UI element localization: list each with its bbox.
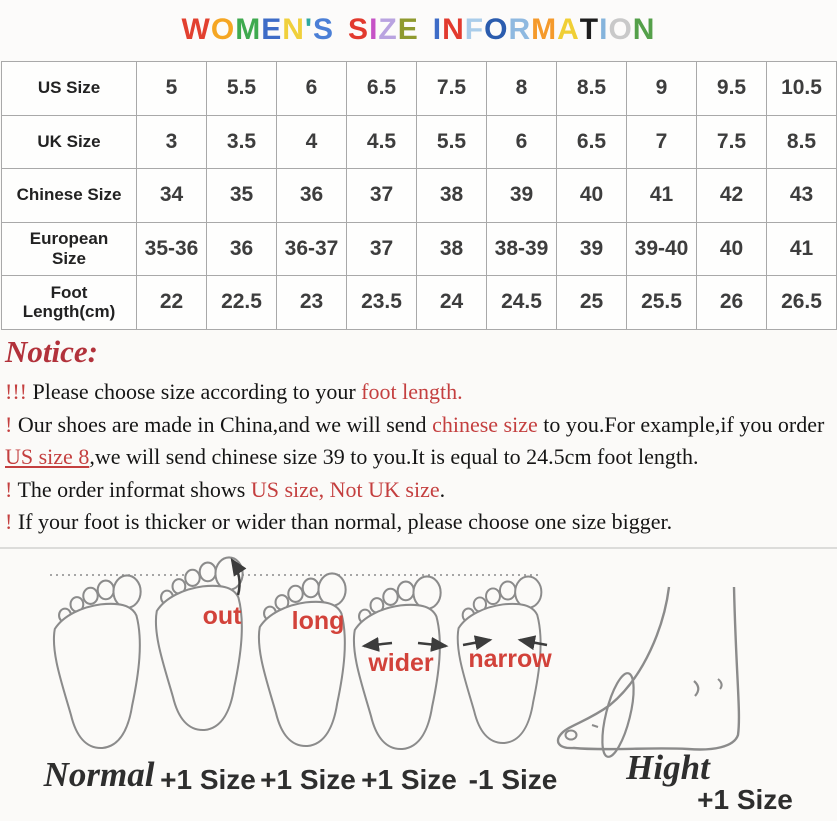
table-cell: 4 xyxy=(277,115,347,169)
foot-label-narrow: narrow xyxy=(468,645,552,673)
table-cell: 3 xyxy=(137,115,207,169)
title-letter: S xyxy=(348,13,370,46)
exclamation-mark: ! xyxy=(5,476,18,502)
foot-label-long: long xyxy=(291,607,345,635)
table-cell: 7.5 xyxy=(417,62,487,116)
title-letter: Z xyxy=(378,13,398,46)
table-cell: 40 xyxy=(557,169,627,223)
title-letter: R xyxy=(508,13,532,46)
caption-plus-one-size: +1 Size xyxy=(697,784,793,815)
table-cell: 6.5 xyxy=(557,115,627,169)
notice-text-red: foot length. xyxy=(361,379,463,404)
notice-text: If your foot is thicker or wider than normal, please choose one size bigger. xyxy=(17,509,673,534)
table-cell: 39 xyxy=(557,222,627,276)
notice-item xyxy=(5,506,835,539)
table-cell: 39 xyxy=(487,169,557,223)
notice-text: ,we will send chinese size 39 to you.It is equal to 24.5cm foot length. xyxy=(89,444,699,469)
table-cell: 39-40 xyxy=(627,222,697,276)
notice-text: Please choose size according to your xyxy=(32,379,362,404)
table-cell: 8.5 xyxy=(767,115,837,169)
row-label: European Size xyxy=(2,222,137,276)
table-row-chinese-size xyxy=(2,169,837,223)
table-cell: 4.5 xyxy=(347,115,417,169)
caption-normal: Normal xyxy=(43,755,155,794)
table-cell: 26 xyxy=(697,276,767,330)
row-label: Foot Length(cm) xyxy=(2,276,137,330)
table-cell: 7 xyxy=(627,115,697,169)
table-cell: 8 xyxy=(487,62,557,116)
caption-hight: Hight xyxy=(626,748,710,787)
title-letter: W xyxy=(181,13,211,46)
title-letter: I xyxy=(599,13,609,46)
table-cell: 43 xyxy=(767,169,837,223)
table-cell: 22.5 xyxy=(207,276,277,330)
title-word-information xyxy=(433,13,656,47)
title-letter: O xyxy=(210,13,236,46)
section-divider xyxy=(0,547,837,549)
notice-item xyxy=(5,409,835,474)
table-cell: 36-37 xyxy=(277,222,347,276)
notice-item xyxy=(5,376,835,409)
title-letter: F xyxy=(464,13,485,46)
table-row-foot-length xyxy=(2,276,837,330)
foot-shape-diagram xyxy=(0,555,837,821)
table-cell: 7.5 xyxy=(697,115,767,169)
title-word-womens xyxy=(182,13,335,47)
title-letter: O xyxy=(608,13,633,46)
table-cell: 22 xyxy=(137,276,207,330)
caption-plus-one-size: +1 Size xyxy=(160,764,256,795)
table-cell: 26.5 xyxy=(767,276,837,330)
title-letter: M xyxy=(235,13,262,46)
exclamation-mark: ! xyxy=(5,509,18,534)
caption-minus-one-size: -1 Size xyxy=(468,764,558,795)
table-cell: 41 xyxy=(627,169,697,223)
table-cell: 9 xyxy=(627,62,697,116)
title-letter: S xyxy=(313,13,335,46)
foot-label-out: out xyxy=(202,602,242,630)
title-letter: E xyxy=(261,13,283,46)
caption-plus-one-size: +1 Size xyxy=(260,764,356,795)
table-cell: 23.5 xyxy=(347,276,417,330)
table-cell: 37 xyxy=(347,222,417,276)
exclamation-mark: ! xyxy=(5,411,18,437)
row-label: UK Size xyxy=(2,115,137,169)
notice-section xyxy=(5,334,835,539)
row-label: Chinese Size xyxy=(2,169,137,223)
title-letter: E xyxy=(397,13,419,46)
table-cell: 23 xyxy=(277,276,347,330)
title-letter: A xyxy=(557,13,580,46)
table-cell: 6 xyxy=(277,62,347,116)
notice-item xyxy=(5,474,835,507)
title-letter: T xyxy=(579,13,600,46)
title-letter: O xyxy=(484,13,509,46)
notice-text: to you.For example,if you order xyxy=(537,411,825,437)
notice-text: The order informat shows xyxy=(17,476,251,502)
notice-text-red: US size, Not UK size xyxy=(250,476,440,502)
notice-text: Our shoes are made in China,and we will send xyxy=(17,411,433,437)
notice-text-red-underlined: US size 8 xyxy=(5,444,90,469)
table-cell: 34 xyxy=(137,169,207,223)
title-letter: I xyxy=(369,13,379,46)
table-cell: 3.5 xyxy=(207,115,277,169)
table-cell: 36 xyxy=(277,169,347,223)
table-cell: 25 xyxy=(557,276,627,330)
table-cell: 6.5 xyxy=(347,62,417,116)
title-letter: I xyxy=(432,13,443,46)
notice-text: . xyxy=(439,476,446,502)
table-cell: 35-36 xyxy=(137,222,207,276)
foot-outline-side-view-hight xyxy=(558,587,739,760)
table-row-european-size xyxy=(2,222,837,276)
table-cell: 36 xyxy=(207,222,277,276)
title-letter: N xyxy=(632,13,656,46)
table-cell: 25.5 xyxy=(627,276,697,330)
table-cell: 24.5 xyxy=(487,276,557,330)
table-cell: 5.5 xyxy=(207,62,277,116)
table-cell: 6 xyxy=(487,115,557,169)
table-cell: 38-39 xyxy=(487,222,557,276)
foot-outline-long xyxy=(259,573,346,746)
notice-text-red: chinese size xyxy=(432,411,538,437)
title-letter: N xyxy=(442,13,465,46)
table-cell: 9.5 xyxy=(697,62,767,116)
foot-label-wider: wider xyxy=(368,649,434,677)
table-cell: 10.5 xyxy=(767,62,837,116)
table-cell: 35 xyxy=(207,169,277,223)
table-cell: 40 xyxy=(697,222,767,276)
foot-outline-toe-out xyxy=(156,557,243,730)
table-cell: 41 xyxy=(767,222,837,276)
exclamation-mark: !!! xyxy=(5,379,33,404)
caption-plus-one-size: +1 Size xyxy=(361,764,457,795)
size-conversion-table xyxy=(1,61,837,330)
title-word-size xyxy=(348,13,419,47)
foot-outline-normal xyxy=(54,575,141,748)
title-letter: M xyxy=(531,13,558,46)
table-cell: 38 xyxy=(417,169,487,223)
table-cell: 42 xyxy=(697,169,767,223)
title-letter: N xyxy=(282,13,305,46)
title-letter: ' xyxy=(304,13,314,46)
table-cell: 38 xyxy=(417,222,487,276)
notice-heading: Notice: xyxy=(5,334,98,369)
table-cell: 5 xyxy=(137,62,207,116)
table-cell: 5.5 xyxy=(417,115,487,169)
table-row-uk-size xyxy=(2,115,837,169)
table-cell: 8.5 xyxy=(557,62,627,116)
table-row-us-size xyxy=(2,62,837,116)
table-cell: 37 xyxy=(347,169,417,223)
table-cell: 24 xyxy=(417,276,487,330)
row-label: US Size xyxy=(2,62,137,116)
page-title xyxy=(0,0,837,60)
